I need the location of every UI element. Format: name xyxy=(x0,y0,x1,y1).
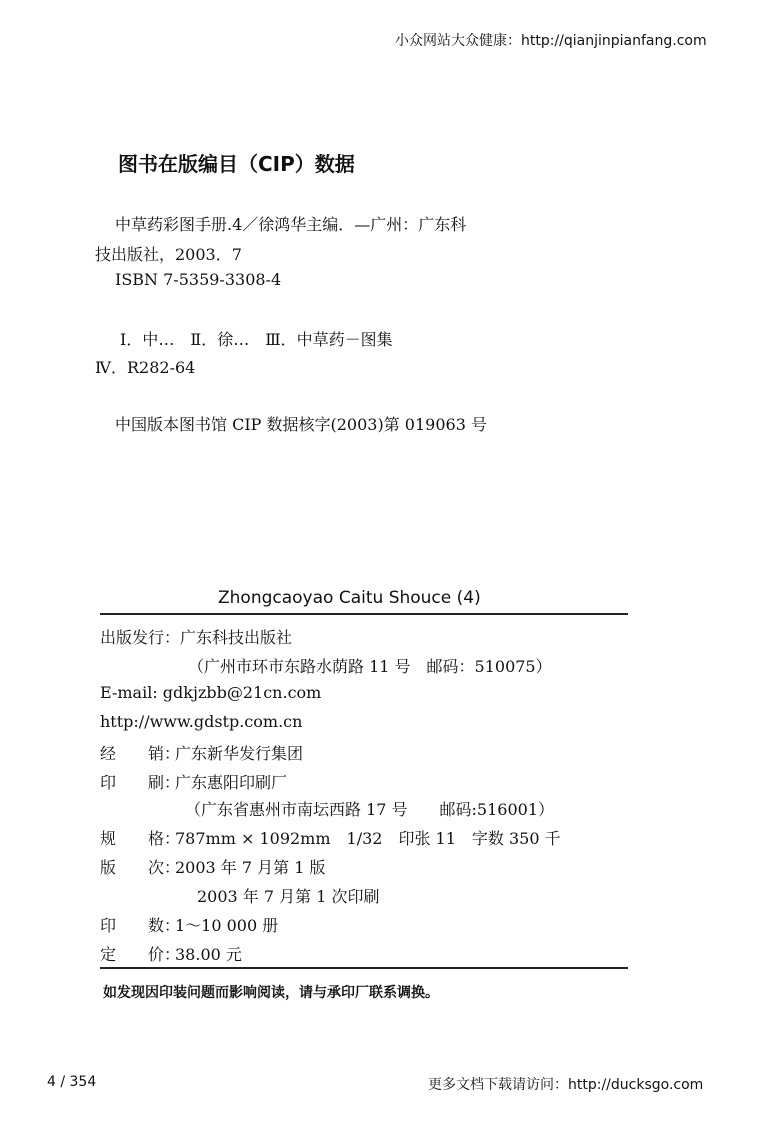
header-watermark: 小众网站大众健康：http://qianjinpianfang.com xyxy=(395,33,707,49)
edition-row xyxy=(100,855,326,878)
copies-label: 印 数： xyxy=(100,916,181,935)
footer-download-link[interactable]: 更多文档下载请访问：http://ducksgo.com xyxy=(428,1077,704,1093)
cip-line1: 中草药彩图手册.4／徐鸿华主编．—广州：广东科 xyxy=(115,215,467,234)
cip-line2: 技出版社，2003．7 xyxy=(95,245,242,264)
email: E-mail: gdkjzbb@21cn.com xyxy=(100,683,322,702)
cip-classification: Ⅳ．R282-64 xyxy=(95,358,196,377)
divider xyxy=(100,967,628,969)
cip-isbn: ISBN 7-5359-3308-4 xyxy=(115,270,282,289)
price: 38.00 元 xyxy=(175,945,242,964)
spec-label: 规 格： xyxy=(100,829,181,848)
publisher-row xyxy=(100,625,292,648)
pinyin-title: Zhongcaoyao Caitu Shouce (4) xyxy=(218,588,481,608)
divider xyxy=(100,613,628,615)
publisher-label: 出版发行： xyxy=(100,628,181,647)
distributor-label: 经 销： xyxy=(100,744,181,763)
cip-subjects: Ⅰ．中… Ⅱ．徐… Ⅲ．中草药－图集 xyxy=(120,330,393,349)
publisher: 广东科技出版社 xyxy=(180,628,293,647)
copies: 1～10 000 册 xyxy=(175,916,279,935)
cip-title: 图书在版编目（CIP）数据 xyxy=(118,152,355,176)
printer-address: （广东省惠州市南坛西路 17 号 邮码:516001） xyxy=(185,800,555,819)
distributor: 广东新华发行集团 xyxy=(175,744,304,763)
printer-label: 印 刷： xyxy=(100,773,181,792)
spec: 787mm × 1092mm 1/32 印张 11 字数 350 千 xyxy=(175,829,561,848)
edition-label: 版 次： xyxy=(100,858,181,877)
printer: 广东惠阳印刷厂 xyxy=(175,773,288,792)
cip-library-number: 中国版本图书馆 CIP 数据核字(2003)第 019063 号 xyxy=(115,415,487,434)
notice: 如发现因印装问题而影响阅读，请与承印厂联系调换。 xyxy=(103,985,439,1001)
edition: 2003 年 7 月第 1 版 xyxy=(175,858,326,877)
copies-row xyxy=(100,913,278,936)
spec-row xyxy=(100,826,561,849)
distributor-row xyxy=(100,741,303,764)
printing: 2003 年 7 月第 1 次印刷 xyxy=(197,887,380,906)
printer-row xyxy=(100,770,287,793)
publisher-address: （广州市环市东路水荫路 11 号 邮码：510075） xyxy=(188,657,552,676)
price-row xyxy=(100,942,242,965)
page-number: 4 / 354 xyxy=(47,1074,97,1090)
website: http://www.gdstp.com.cn xyxy=(100,712,303,731)
price-label: 定 价： xyxy=(100,945,181,964)
